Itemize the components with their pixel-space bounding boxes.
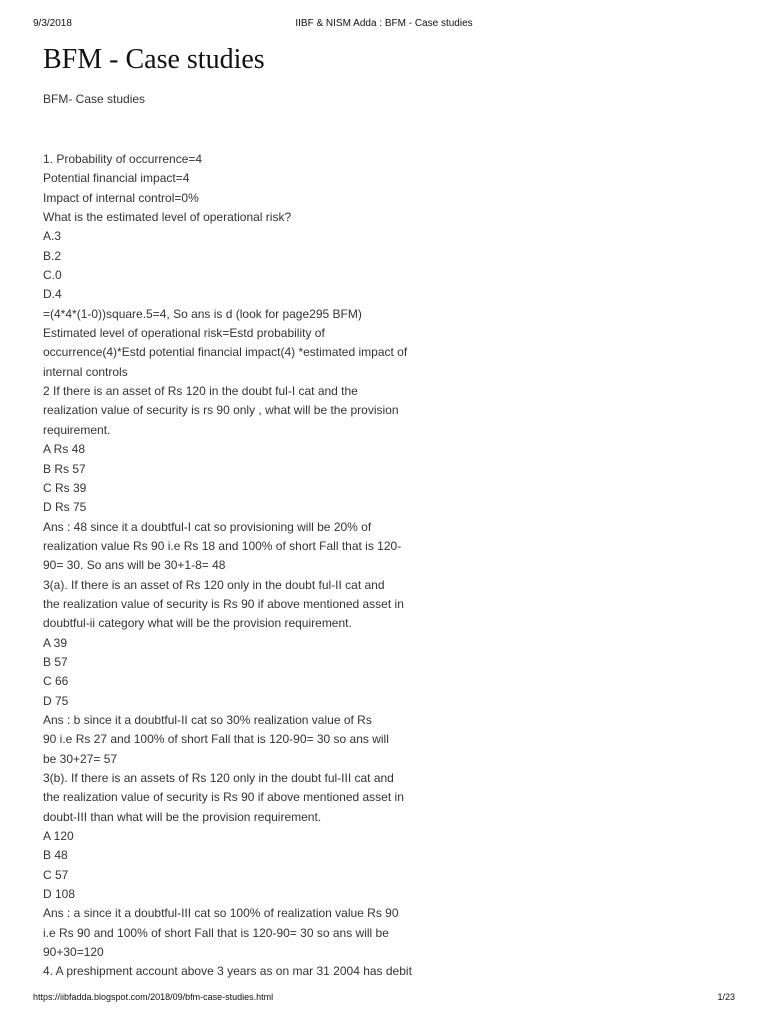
page-url[interactable]: https://iibfadda.blogspot.com/2018/09/bfm-case-studies.html bbox=[33, 992, 274, 1002]
body-line: 4. A preshipment account above 3 years as on mar 31 2004 has debit bbox=[43, 964, 412, 979]
body-line: the realization value of security is Rs 90 if above mentioned asset in bbox=[43, 790, 404, 805]
body-line: Ans : 48 since it a doubtful-I cat so provisioning will be 20% of bbox=[43, 519, 372, 534]
body-line: Impact of internal control=0% bbox=[43, 190, 199, 205]
body-line: Estimated level of operational risk=Estd probability of bbox=[43, 326, 325, 341]
print-date: 9/3/2018 bbox=[33, 18, 72, 29]
body-line: doubtful-ii category what will be the provision requirement. bbox=[43, 616, 352, 631]
body-line: realization value of security is rs 90 only , what will be the provision bbox=[43, 403, 399, 418]
body-line: Ans : b since it a doubtful-II cat so 30% realization value of Rs bbox=[43, 712, 372, 727]
body-line: be 30+27= 57 bbox=[43, 751, 118, 766]
article-subtitle: BFM- Case studies bbox=[43, 92, 146, 106]
body-line: A Rs 48 bbox=[43, 442, 86, 457]
page-number: 1/23 bbox=[717, 992, 735, 1002]
body-line: B Rs 57 bbox=[43, 461, 86, 476]
body-line: D 75 bbox=[43, 693, 69, 708]
body-line: 1. Probability of occurrence=4 bbox=[43, 152, 203, 166]
print-header bbox=[0, 14, 768, 34]
body-line: 90= 30. So ans will be 30+1-8= 48 bbox=[43, 558, 226, 573]
body-line: B 57 bbox=[43, 654, 68, 669]
body-line: A 120 bbox=[43, 829, 74, 844]
body-line: 90 i.e Rs 27 and 100% of short Fall that is 120-90= 30 so ans will bbox=[43, 732, 389, 747]
body-line: C 66 bbox=[43, 674, 69, 689]
body-line: A.3 bbox=[43, 229, 62, 244]
body-line: =(4*4*(1-0))square.5=4, So ans is d (look for page295 BFM) bbox=[43, 306, 362, 321]
body-line: A 39 bbox=[43, 635, 68, 650]
body-line: C 57 bbox=[43, 867, 69, 882]
page-title: BFM - Case studies bbox=[43, 44, 265, 75]
body-line: doubt-III than what will be the provision requirement. bbox=[43, 809, 322, 824]
body-line: 2 If there is an asset of Rs 120 in the doubt ful-I cat and the bbox=[43, 384, 358, 399]
body-line: requirement. bbox=[43, 422, 111, 437]
print-footer bbox=[0, 992, 768, 1008]
body-line: D Rs 75 bbox=[43, 500, 87, 515]
body-line: 90+30=120 bbox=[43, 945, 104, 960]
body-line: D 108 bbox=[43, 887, 76, 902]
body-line: i.e Rs 90 and 100% of short Fall that is 120-90= 30 so ans will be bbox=[43, 925, 389, 940]
body-line: occurrence(4)*Estd potential financial impact(4) *estimated impact of bbox=[43, 345, 408, 360]
body-line: What is the estimated level of operational risk? bbox=[43, 210, 292, 225]
body-line: C Rs 39 bbox=[43, 480, 87, 495]
body-line: 3(b). If there is an assets of Rs 120 only in the doubt ful-III cat and bbox=[43, 771, 394, 785]
body-line: B 48 bbox=[43, 848, 68, 863]
body-line: internal controls bbox=[43, 364, 128, 379]
body-line: Potential financial impact=4 bbox=[43, 171, 190, 186]
body-line: B.2 bbox=[43, 248, 62, 263]
body-line: the realization value of security is Rs 90 if above mentioned asset in bbox=[43, 596, 404, 611]
body-line: Ans : a since it a doubtful-III cat so 100% of realization value Rs 90 bbox=[43, 906, 399, 921]
body-line: realization value Rs 90 i.e Rs 18 and 100% of short Fall that is 120- bbox=[43, 538, 402, 553]
body-line: 3(a). If there is an asset of Rs 120 only in the doubt ful-II cat and bbox=[43, 577, 385, 592]
body-line: C.0 bbox=[43, 268, 62, 283]
article-body bbox=[43, 150, 463, 982]
body-line: D.4 bbox=[43, 287, 62, 302]
print-header-title: IIBF & NISM Adda : BFM - Case studies bbox=[295, 18, 473, 29]
